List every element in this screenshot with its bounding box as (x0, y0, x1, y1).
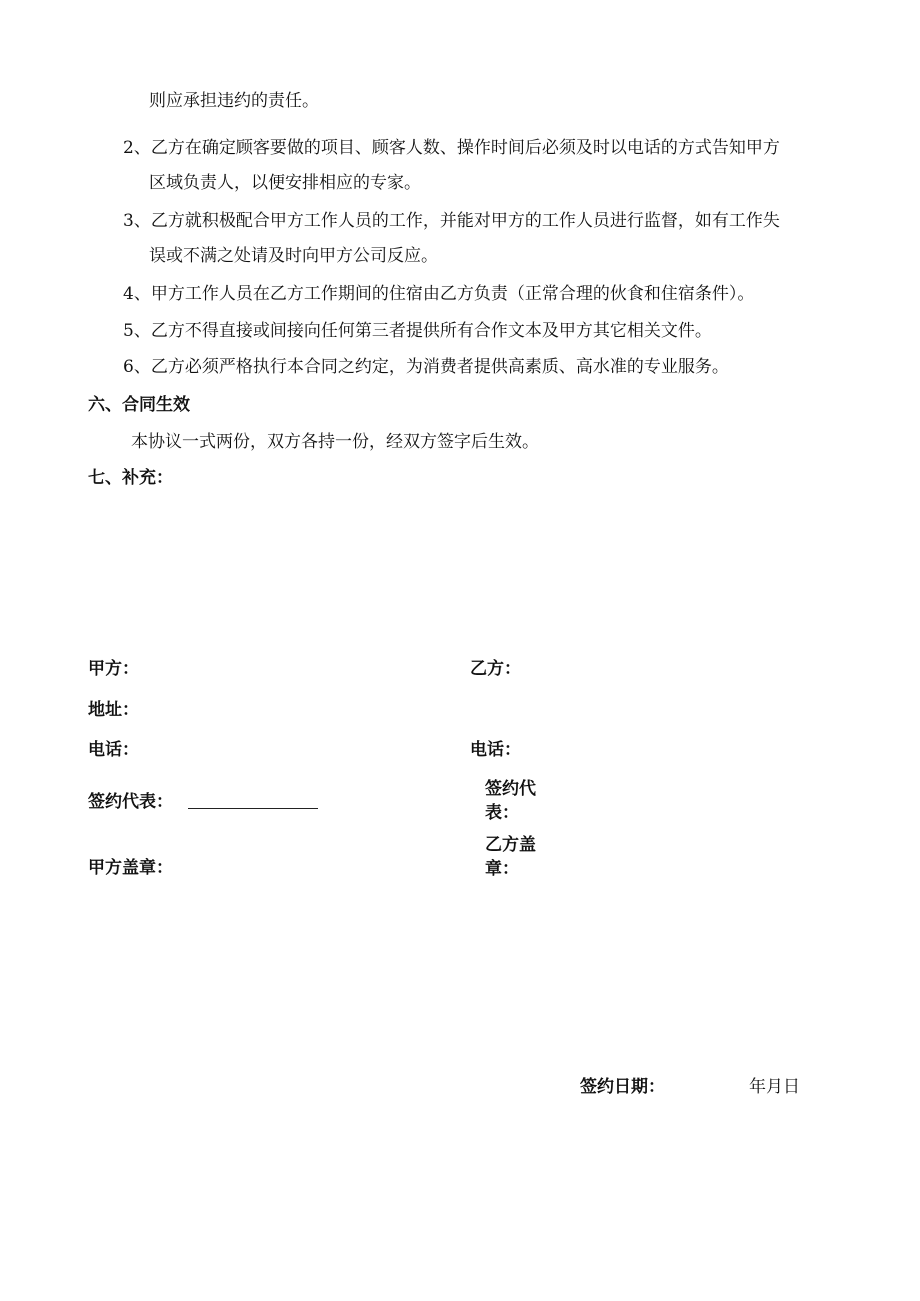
party-b-label: 乙方： (470, 659, 521, 679)
rep-a-signature-line (188, 808, 318, 809)
section-6-heading: 六、合同生效 (88, 395, 190, 415)
section-6-body: 本协议一式两份，双方各持一份，经双方签字后生效。 (131, 432, 539, 452)
clause-continuation: 则应承担违约的责任。 (149, 91, 319, 111)
seal-b-label-line-2: 章： (485, 859, 519, 879)
clause-3-line-1: 3、乙方就积极配合甲方工作人员的工作，并能对甲方的工作人员进行监督，如有工作失 (123, 211, 780, 231)
clause-2-line-1: 2、乙方在确定顾客要做的项目、顾客人数、操作时间后必须及时以电话的方式告知甲方 (123, 138, 780, 158)
phone-b-label: 电话： (470, 740, 521, 760)
clause-3-line-2: 误或不满之处请及时向甲方公司反应。 (149, 246, 438, 266)
rep-a-label: 签约代表： (88, 792, 173, 812)
seal-a-label: 甲方盖章： (88, 858, 173, 878)
address-label: 地址： (88, 700, 139, 720)
clause-4: 4、甲方工作人员在乙方工作期间的住宿由乙方负责（正常合理的伙食和住宿条件）。 (123, 284, 755, 304)
sign-date-value: 年月日 (749, 1077, 800, 1097)
clause-2-line-2: 区域负责人，以便安排相应的专家。 (149, 173, 421, 193)
clause-5: 5、乙方不得直接或间接向任何第三者提供所有合作文本及甲方其它相关文件。 (123, 321, 712, 341)
section-7-heading: 七、补充： (88, 468, 173, 488)
party-a-label: 甲方： (88, 659, 139, 679)
rep-b-label-line-2: 表： (485, 803, 519, 823)
rep-b-label-line-1: 签约代 (485, 779, 536, 799)
seal-b-label-line-1: 乙方盖 (485, 835, 536, 855)
clause-6: 6、乙方必须严格执行本合同之约定，为消费者提供高素质、高水准的专业服务。 (123, 357, 729, 377)
phone-a-label: 电话： (88, 740, 139, 760)
sign-date-label: 签约日期： (580, 1077, 665, 1097)
